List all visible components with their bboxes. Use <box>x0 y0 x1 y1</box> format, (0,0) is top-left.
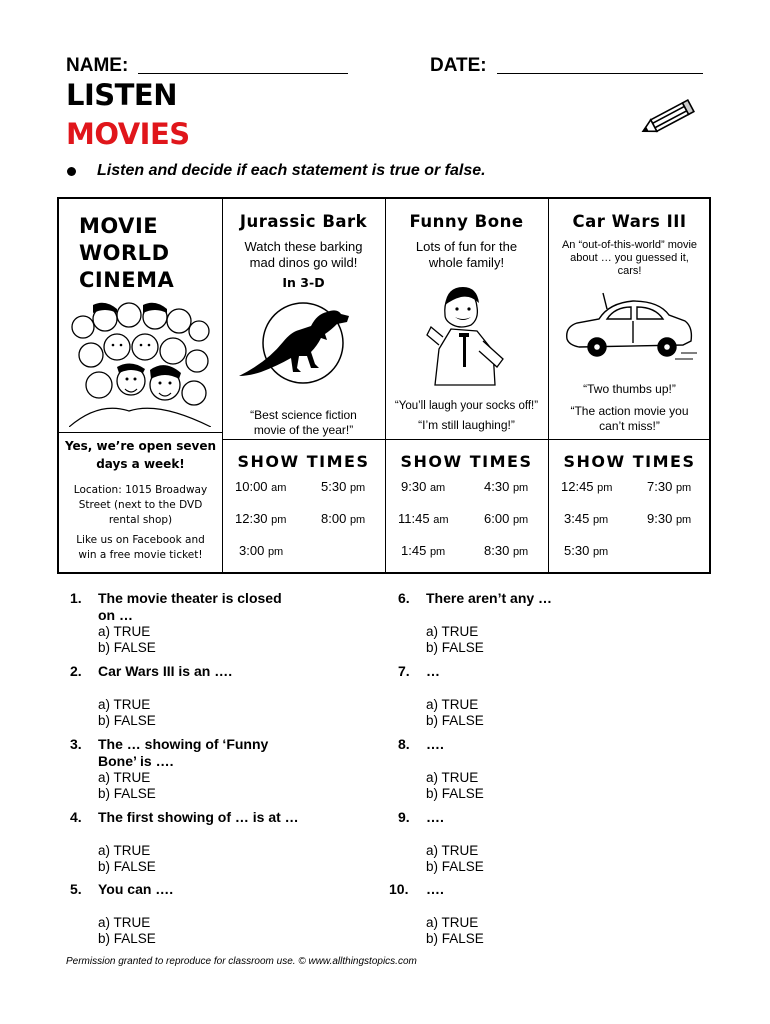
crowd-illustration <box>69 301 211 427</box>
option-true[interactable]: a) TRUE <box>98 843 151 858</box>
car-illustration <box>563 291 697 365</box>
show-time: 9:30 am <box>401 479 446 494</box>
show-time: 6:00 pm <box>484 511 529 526</box>
option-false[interactable]: b) FALSE <box>98 713 156 728</box>
question-item: 5. You can …. a) TRUE b) FALSE <box>70 881 174 946</box>
comedian-illustration <box>425 275 507 387</box>
show-times-heading: SHOW TIMES <box>563 452 696 471</box>
movie-desc: Watch these barking mad dinos go wild! <box>244 239 363 270</box>
option-false[interactable]: b) FALSE <box>98 859 156 874</box>
option-true[interactable]: a) TRUE <box>426 624 479 639</box>
show-time: 12:45 pm <box>561 479 613 494</box>
location-text: Location: 1015 Broadway Street (next to the DVD rental shop) <box>73 484 208 526</box>
date-line[interactable] <box>497 73 703 74</box>
show-time: 1:45 pm <box>401 543 446 558</box>
option-false[interactable]: b) FALSE <box>98 786 156 801</box>
movie-quote: “I’m still laughing!” <box>418 418 515 432</box>
question-item: 6. There aren’t any … a) TRUE b) FALSE <box>398 590 553 655</box>
name-label: NAME: <box>66 55 129 76</box>
show-time: 5:30 pm <box>321 479 366 494</box>
option-false[interactable]: b) FALSE <box>426 931 484 946</box>
show-time: 11:45 am <box>398 511 449 526</box>
question-item: 1. The movie theater is closed on … a) TRUE b) FALSE <box>70 590 282 655</box>
show-times-heading: SHOW TIMES <box>400 452 533 471</box>
question-item: 9. …. a) TRUE b) FALSE <box>398 809 484 874</box>
show-time: 5:30 pm <box>564 543 609 558</box>
show-time: 8:00 pm <box>321 511 366 526</box>
question-item: 7. … a) TRUE b) FALSE <box>398 663 484 728</box>
show-times-heading: SHOW TIMES <box>237 452 370 471</box>
pencil-icon <box>640 96 698 140</box>
show-time: 12:30 pm <box>235 511 287 526</box>
option-true[interactable]: a) TRUE <box>98 624 151 639</box>
show-time: 9:30 pm <box>647 511 692 526</box>
name-line[interactable] <box>138 73 348 74</box>
option-false[interactable]: b) FALSE <box>426 640 484 655</box>
date-label: DATE: <box>430 55 487 76</box>
movie-quote: “You’ll laugh your socks off!” <box>394 400 539 412</box>
movie-title-car-wars: Car Wars III <box>572 212 687 231</box>
option-true[interactable]: a) TRUE <box>426 843 479 858</box>
option-true[interactable]: a) TRUE <box>426 697 479 712</box>
question-item: 3. The … showing of ‘Funny Bone’ is …. a) TRUE b) FALSE <box>70 736 269 801</box>
show-time: 10:00 am <box>235 479 287 494</box>
bullet-icon <box>67 167 76 176</box>
option-true[interactable]: a) TRUE <box>98 770 151 785</box>
page-title: LISTEN <box>66 78 178 112</box>
show-time: 3:45 pm <box>564 511 609 526</box>
movie-title-jurassic-bark: Jurassic Bark <box>239 212 368 231</box>
movie-desc: An “out-of-this-world” movie about … you guessed it, cars! <box>561 239 698 277</box>
option-true[interactable]: a) TRUE <box>426 770 479 785</box>
option-false[interactable]: b) FALSE <box>426 786 484 801</box>
page-subtitle: MOVIES <box>66 117 190 151</box>
show-time: 3:00 pm <box>239 543 284 558</box>
dinosaur-icon <box>237 302 371 384</box>
option-false[interactable]: b) FALSE <box>426 859 484 874</box>
movie-title-funny-bone: Funny Bone <box>409 212 524 231</box>
question-item: 10. …. a) TRUE b) FALSE <box>389 881 484 946</box>
cinema-name: MOVIE WORLD CINEMA <box>79 214 175 292</box>
movie-quote: “Best science fiction movie of the year!” <box>250 408 357 437</box>
footer-permission: Permission granted to reproduce for classroom use. © www.allthingstopics.com <box>66 956 417 967</box>
option-false[interactable]: b) FALSE <box>98 931 156 946</box>
option-false[interactable]: b) FALSE <box>98 640 156 655</box>
divider <box>222 439 709 440</box>
option-false[interactable]: b) FALSE <box>426 713 484 728</box>
movie-quote: “The action movie you can’t miss!” <box>570 404 689 433</box>
movie-desc: Lots of fun for the whole family! <box>415 239 518 270</box>
show-time: 4:30 pm <box>484 479 529 494</box>
question-item: 4. The first showing of … is at … a) TRUE b) FALSE <box>70 809 299 874</box>
open-days-text: Yes, we’re open seven days a week! <box>64 439 217 471</box>
movie-format: In 3-D <box>282 275 325 290</box>
divider <box>59 432 222 433</box>
option-true[interactable]: a) TRUE <box>426 915 479 930</box>
cinema-panel <box>57 197 711 574</box>
movie-quote: “Two thumbs up!” <box>583 382 676 396</box>
option-true[interactable]: a) TRUE <box>98 697 151 712</box>
instruction: Listen and decide if each statement is true or false. <box>97 162 486 179</box>
facebook-text: Like us on Facebook and win a free movie ticket! <box>76 534 205 561</box>
show-time: 8:30 pm <box>484 543 529 558</box>
show-time: 7:30 pm <box>647 479 692 494</box>
question-item: 8. …. a) TRUE b) FALSE <box>398 736 484 801</box>
option-true[interactable]: a) TRUE <box>98 915 151 930</box>
question-item: 2. Car Wars III is an …. a) TRUE b) FALSE <box>70 663 233 728</box>
